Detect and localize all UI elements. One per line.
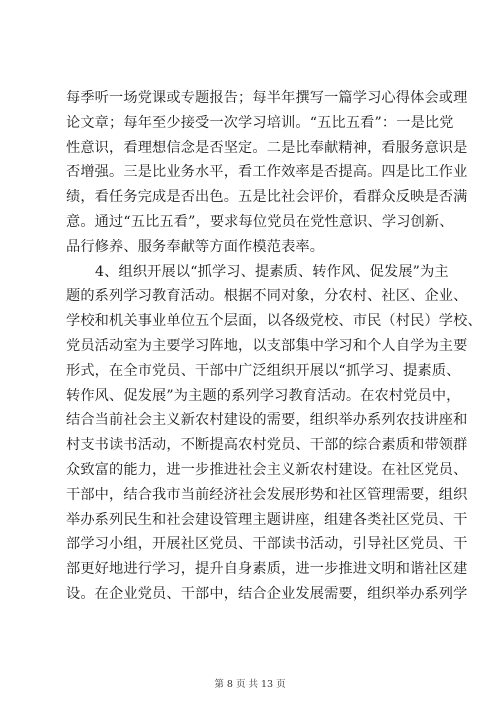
text-line: 性意识，看理想信念是否坚定。二是比奉献精神，看服务意识是 [66,139,468,156]
text-line: 部学习小组，开展社区党员、干部读书活动，引导社区党员、干 [66,536,468,553]
text-line: 举办系列民生和社会建设管理主题讲座，组建各类社区党员、干 [66,511,468,528]
page-number-footer: 第 8 页 共 13 页 [214,679,286,690]
text-line: 村支书读书活动，不断提高农村党员、干部的综合素质和带领群 [66,437,468,454]
text-line: 否增强。三是比业务水平，看工作效率是否提高。四是比工作业 [66,164,468,181]
text-line: 转作风、促发展”为主题的系列学习教育活动。在农村党员中， [66,387,461,404]
text-line: 品行修养、服务奉献等方面作模范表率。 [66,238,325,255]
text-line: 绩，看任务完成是否出色。五是比社会评价，看群众反映是否满 [66,189,468,206]
text-line: 结合当前社会主义新农村建设的需要，组织举办系列农技讲座和 [66,412,468,429]
text-line: 党员活动室为主要学习阵地，以支部集中学习和个人自学为主要 [66,337,468,354]
text-line: 设。在企业党员、干部中，结合企业发展需要，组织举办系列学 [66,585,468,602]
document-body [66,86,482,607]
text-line: 干部中，结合我市当前经济社会发展形势和社区管理需要，组织 [66,486,468,503]
text-line: 论文章；每年至少接受一次学习培训。“五比五看”：一是比党 [66,114,454,131]
text-line: 4、组织开展以“抓学习、提素质、转作风、促发展”为主 [95,263,449,280]
text-line: 学校和机关事业单位五个层面，以各级党校、市民（村民）学校、 [66,313,482,330]
text-line: 众致富的能力，进一步推进社会主义新农村建设。在社区党员、 [66,461,468,478]
text-line: 形式，在全市党员、干部中广泛组织开展以“抓学习、提素质、 [66,362,461,379]
text-line: 意。通过“五比五看”，要求每位党员在党性意识、学习创新、 [66,213,454,230]
text-line: 题的系列学习教育活动。根据不同对象，分农村、社区、企业、 [66,288,468,305]
text-line: 部更好地进行学习，提升自身素质，进一步推进文明和谐社区建 [66,561,468,578]
text-line: 每季听一场党课或专题报告；每半年撰写一篇学习心得体会或理 [66,90,468,106]
